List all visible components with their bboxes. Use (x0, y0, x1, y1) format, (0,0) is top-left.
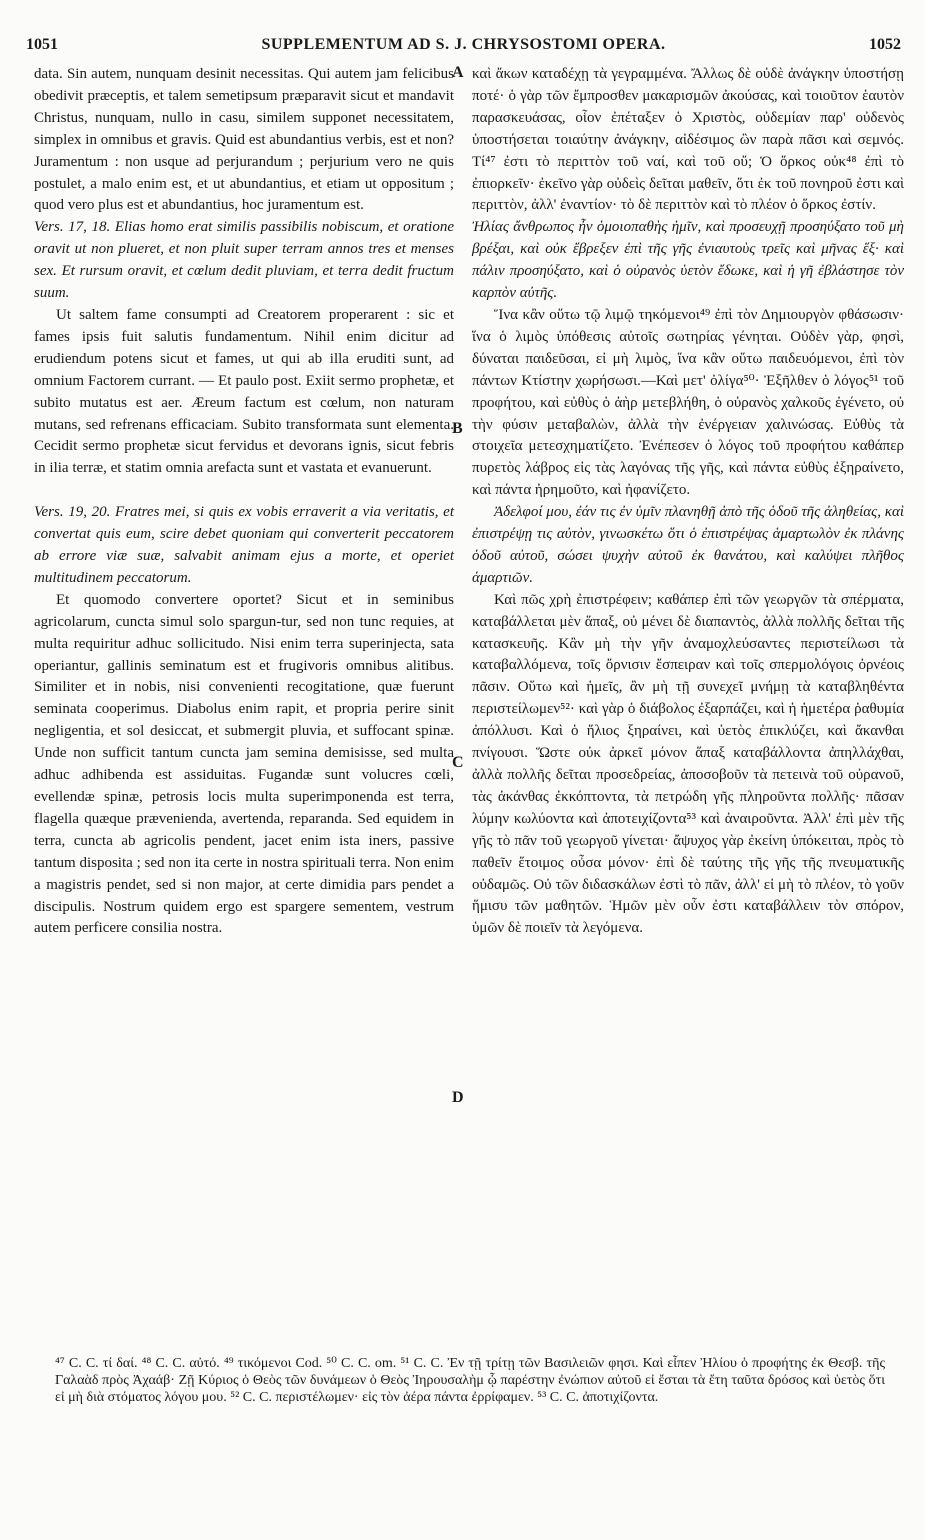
footnotes-text: ⁴⁷ C. C. τί δαί. ⁴⁸ C. C. αὐτό. ⁴⁹ τικόμενοι Cod. ⁵⁰ C. C. om. ⁵¹ C. C. Ἐν τῇ τρίτῃ τῶν Βασιλειῶν φησι. Καὶ εἶπεν Ἠλίου ὁ προφήτης ἐκ Θεσβ. τῆς Γαλαὰδ πρὸς Ἀχαάβ· Ζῇ Κύριος ὁ Θεὸς τῶν δυνάμεων ὁ Θεὸς Ἰηρουσαλὴμ ᾧ παρέστην ἐνώπιον αὐτοῦ εἰ ἔσται τὰ ἔτη ταῦτα δρόσος καὶ ὑετὸς ὅτι εἰ μὴ διὰ στόματος λόγου μου. ⁵² C. C. περιστέλωμεν· εἰς τὸν ἀέρα πάντα ἐρρίφαμεν. ⁵³ C. C. ἀποτιχίζοντα. (55, 1356, 885, 1405)
latin-paragraph: data. Sin autem, nunquam desinit necessitas. Qui autem jam felicibus obedivit præceptis, et talem semetipsum præparavit sicut et mandavit Christus, nunquam, nullo in casu, similem supponet necessitatem, simplex in omnibus et gravis. Quid est abundantius verbis, est et non? Juramentum : non usque ad perjurandum ; perjurium vero ne quis postulet, a malo enim est, et ut abundantius, et etiam ut oppositum ; quod vero plus est et abundantius, hoc juramentum est. (34, 66, 454, 214)
latin-paragraph: Et quomodo convertere oportet? Sicut et in seminibus agricolarum, cuncta simul solo spargun-tur, sed non tunc requies, at multa requiritur adhuc sollicitudo. Nisi enim terra superinjecta, sata operiantur, gallinis seminatum est et frugivoris omnibus alitibus. Similiter et in nobis, nisi convenienti recogitatione, quæ fuerunt seminata cooperimus. Diabolus enim rapit, et propria perire sinit negligentia, et sol desiccat, et submergit pluvia, et suffocant spinæ. Unde non sufficit tantum cuncta jam semina demisisse, sed multa adhuc adhibenda est assiduitas. Fugandæ sunt volucres cœli, evellendæ spinæ, petrosis locis multa superimponenda est terra, flagella quæque prævenienda, avertenda, reparanda. Sed equidem in terra, cuncta ab agricolis pendent, jacet enim ista iners, passive tantum disposita ; sed non ita certe in nostra spirituali terra. Non enim a magistris pendet, sed si non major, at certe dimidia pars pendet a discipulis. Nostrum quidem ergo est spargere sementem, vestrum autem perficere consilia nostra. (34, 591, 454, 937)
latin-column (34, 64, 454, 940)
footnotes (55, 1355, 885, 1406)
latin-paragraph: Ut saltem fame consumpti ad Creatorem properarent : sic et fames ipsis fuit salutis fundamentum. Nihil enim dicitur ad erudiendum potens sicut et fames, ut qui ab illa eruditi sunt, ad omnium Factorem currant. — Et paulo post. Exiit sermo prophetæ, et subito mutatus est aer. Æreum factum est cœlum, non naturam mutans, sed refrenans efficaciam. Subito transformata sunt elementa. Cecidit sermo prophetæ sicut fervidus et devorans ignis, sicut febris in ilia terræ, et statim omnia arefacta sunt et vastata et evanuerunt. (34, 306, 454, 477)
greek-paragraph: Καὶ πῶς χρὴ ἐπιστρέφειν; καθάπερ ἐπὶ τῶν γεωργῶν τὰ σπέρματα, καταβάλλεται μὲν ἅπαξ, οὐ μένει δὲ διαπαντὸς, ἀλλὰ πολλῆς δεῖται τῆς κατασκευῆς. Κἂν μὴ τὴν γῆν ἀναμοχλεύσαντες περιστείλωσι τὰ καταβαλλόμενα, τοῖς ὄρνισιν ἔσπειραν καὶ τοῖς σπερμολόγοις ὀρνέοις πᾶσιν. Οὕτω καὶ ἡμεῖς, ἂν μὴ τῇ συνεχεῖ μνήμῃ τὰ καταβληθέντα περιστείλωμεν⁵²· καὶ γὰρ ὁ διάβολος ἐξαρπάζει, καὶ ἡ ἡμετέρα ῥαθυμία ἀπόλλυσι. Καὶ ὁ ἥλιος ξηραίνει, καὶ ὑετὸς ἐπικλύζει, καὶ ἄκανθαι πνίγουσι. Ὥστε οὐκ ἀρκεῖ μόνον ἅπαξ καταβάλλοντα ἀπηλλάχθαι, ἀλλὰ πολλῆς δεῖται προσεδρείας, ἀποσοβοῦν τὰ πετεινὰ τοῦ οὐρανοῦ, τὰς ἀκάνθας ἐκκόπτοντα, τὰ πετρώδη γῆς πληροῦντα πολλῆς· πᾶσαν λύμην κωλύοντα καὶ ἀποτειχίζοντα⁵³ καὶ ἀναιροῦντα. Ἀλλ' ἐπὶ μὲν τῆς γῆς τὸ πᾶν τοῦ γεωργοῦ γίνεται· ἄψυχος γὰρ ἐκείνη ὑπόκειται, πρὸς τὸ παθεῖν ἕτοιμος οὖσα μόνον· ἐπὶ δὲ ταύτης τῆς γῆς τῆς πνευματικῆς οὐδαμῶς. Οὐ τῶν διδασκάλων ἐστὶ τὸ πᾶν, ἀλλ' εἰ μὴ τὸ πλέον, τὸ γοῦν ἥμισυ τῶν μαθητῶν. Ἡμῶν μὲν οὖν ἐστι καταβάλλειν τὸν σπόρον, ὑμῶν δὲ ποιεῖν τὰ λεγόμενα. (472, 591, 904, 937)
running-header (26, 36, 901, 58)
running-title: SUPPLEMENTUM AD S. J. CHRYSOSTOMI OPERA. (261, 36, 666, 53)
section-marker-a: A (452, 64, 464, 81)
latin-verse-lemma: Vers. 17, 18. Elias homo erat similis passibilis nobiscum, et oratione oravit ut non plueret, et non pluit super terram annos tres et menses sex. Et rursum oravit, et cœlum dedit pluviam, et terra dedit fructum suum. (34, 219, 454, 302)
greek-verse-lemma: Ἠλίας ἄνθρωπος ἦν ὁμοιοπαθὴς ἡμῖν, καὶ προσευχῇ προσηύξατο τοῦ μὴ βρέξαι, καὶ οὐκ ἔβρεξεν ἐπὶ τῆς γῆς ἐνιαυτοὺς τρεῖς καὶ μῆνας ἕξ· καὶ πάλιν προσηύξατο, καὶ ὁ οὐρανὸς ὑετὸν ἔδωκε, καὶ ἡ γῆ ἐβλάστησε τὸν καρπὸν αὐτῆς. (472, 219, 904, 302)
right-page-number: 1052 (869, 36, 901, 53)
greek-paragraph: καὶ ἄκων καταδέχῃ τὰ γεγραμμένα. Ἄλλως δὲ οὐδὲ ἀνάγκην ὑποστήσῃ ποτέ· ὁ γὰρ τῶν ἔμπροσθεν μακαρισμῶν ἀκούσας, καὶ τοιοῦτον ἑαυτὸν παρασκευάσας, οἷον ἐπέταξεν ὁ Χριστὸς, οὐδεμίαν παρ' οὐδενὸς ὑποστήσεται τοιαύτην ἀνάγκην, αἰδέσιμος ὢν παρὰ πᾶσι καὶ σεμνός. Τί⁴⁷ ἐστι τὸ περιττὸν τοῦ ναί, καὶ τοῦ οὔ; Ὁ ὅρκος οὐκ⁴⁸ ἐπὶ τὸ ἐπιορκεῖν· ἐκεῖνο γὰρ οὐδεὶς δεῖται μαθεῖν, ὅτι ἐκ τοῦ πονηροῦ ἐστι καὶ περιττὸν, ἀλλ' ἐναντίον· τὸ δὲ περιττὸν καὶ τὸ πλέον ὁ ὅρκος ἐστίν. (472, 66, 904, 214)
latin-verse-lemma: Vers. 19, 20. Fratres mei, si quis ex vobis erraverit a via veritatis, et convertat quis eum, scire debet quoniam qui converterit peccatorem ab errore viæ suæ, salvabit animam ejus a morte, et operiet multitudinem peccatorum. (34, 504, 454, 586)
greek-verse-lemma: Ἀδελφοί μου, ἐάν τις ἐν ὑμῖν πλανηθῇ ἀπὸ τῆς ὁδοῦ τῆς ἀληθείας, καὶ ἐπιστρέψῃ τις αὐτὸν, γινωσκέτω ὅτι ὁ ἐπιστρέψας ἁμαρτωλὸν ἐκ πλάνης ὁδοῦ αὐτοῦ, σώσει ψυχὴν αὐτοῦ ἐκ θανάτου, καὶ καλύψει πλῆθος ἁμαρτιῶν. (472, 504, 904, 586)
section-marker-b: B (452, 420, 463, 437)
greek-column (472, 64, 904, 940)
left-page-number: 1051 (26, 36, 58, 53)
greek-paragraph: Ἵνα κἂν οὕτω τῷ λιμῷ τηκόμενοι⁴⁹ ἐπὶ τὸν Δημιουργὸν φθάσωσιν· ἵνα ὁ λιμὸς ὑπόθεσις αὐτοῖς σωτηρίας γένηται. Οὐδὲν γὰρ, φησὶ, δύναται παιδεῦσαι, εἰ μὴ λιμὸς, ἵνα κἂν οὕτω παιδευόμενοι, ἐπὶ τὸν πάντων Κτίστην χωρήσωσι.—Καὶ μετ' ὀλίγα⁵⁰· Ἐξῆλθεν ὁ λόγος⁵¹ τοῦ προφήτου, καὶ εὐθὺς ὁ ἀὴρ μετεβλήθη, ὁ οὐρανὸς χαλκοῦς ἐγένετο, οὐ τὴν φύσιν μεταβαλὼν, ἀλλὰ τὴν ἐνέργειαν χαλινώσας. Εὐθὺς τὰ στοιχεῖα μετεσχηματίζετο. Ἐνέπεσεν ὁ λόγος τοῦ προφήτου καθάπερ πυρετὸς λάβρος εἰς τὰς λαγόνας τῆς γῆς, καὶ πάντα εὐθὺς ἐξηραίνετο, καὶ πάντα ἠρημοῦτο, καὶ ἠφανίζετο. (472, 306, 904, 499)
section-marker-c: C (452, 754, 464, 771)
section-marker-d: D (452, 1089, 464, 1106)
